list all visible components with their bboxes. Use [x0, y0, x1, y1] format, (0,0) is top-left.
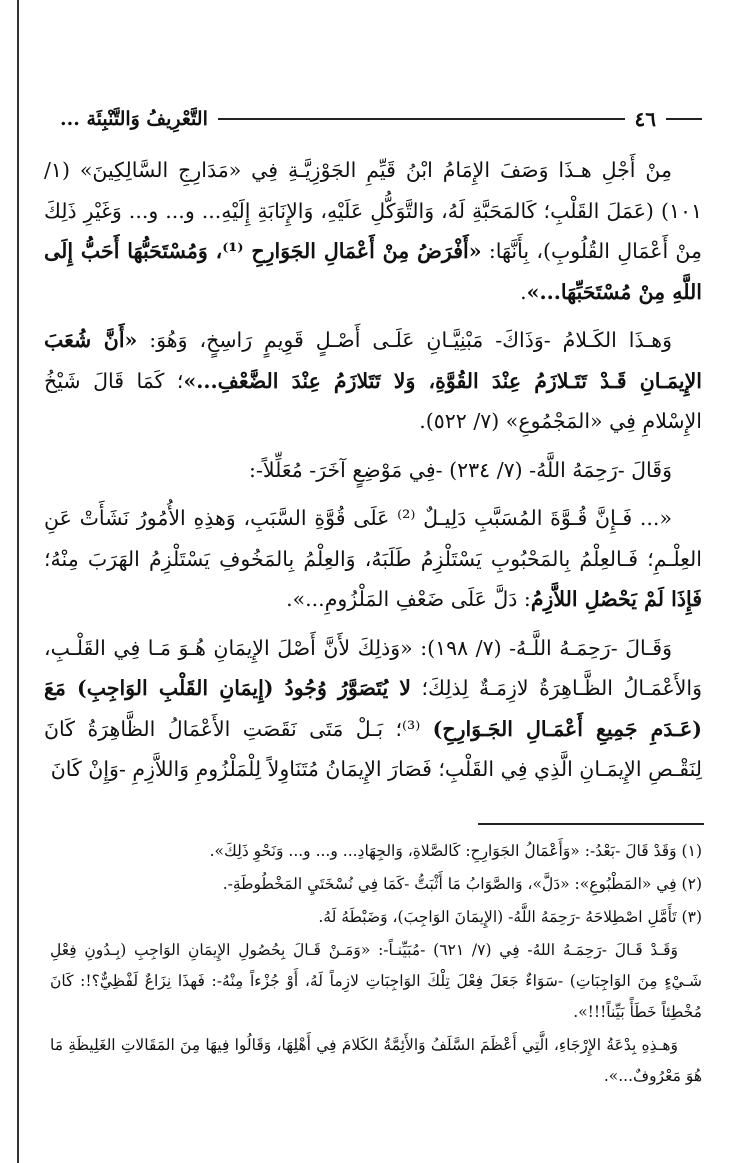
header-rule	[218, 118, 625, 120]
footnote-continuation: وَهـذِهِ بِدْعَةُ الإِرْجَاءِ، الَّتِي أَعْظَمَ السَّلَفُ وَالأَئِمَّةُ الكَلامَ فِي أَهْلِهَا، وَقَالُوا فِيهَا مِنَ المَقَالاتِ الغَلِيظَةِ مَا هُوَ مَعْرُوفٌ...».	[50, 1036, 702, 1085]
paragraph: وَقَـالَ -رَحِمَـهُ اللَّـهُ- (٧/ ١٩٨): «وَذلِكَ لأَنَّ أَصْلَ الإِيمَانِ هُـوَ مَـا فِي القَلْـبِ، وَالأَعْمَـالُ الظَّـاهِرَةُ لازِمَـةٌ لِذلِكَ؛ لا يُتَصَوَّرُ وُجُودُ (إِيمَانِ القَلْبِ الوَاجِبِ) مَعَ (عَـدَمِ جَمِيعِ أَعْمَـالِ الجَـوَارِحِ) ⁽³⁾؛ بَـلْ مَتَى نَقَصَتِ الأَعْمَالُ الظَّاهِرَةُ كَانَ لِنَقْـصِ الإِيمَـانِ الَّذِي فِي القَلْبِ؛ فَصَارَ الإِيمَانُ مُتَنَاوِلاً لِلْمَلْزُومِ وَاللاَّزِمِ -وَإِنْ كَانَ	[44, 635, 702, 781]
footnote: (٣) تَأَمَّلِ اصْطِلاحَهُ -رَحِمَهُ اللَّهُ- (الإِيمَانَ الوَاجِبَ)، وَضَبْطَهُ لَهُ.	[318, 908, 702, 926]
page-number: ٤٦	[634, 107, 656, 131]
footnote: (١) وَقَدْ قَالَ -بَعْدُ-: «وَأَعْمَالُ الجَوَارِحِ: كَالصَّلاةِ، وَالجِهَادِ... و... و... وَنَحْوِ ذَلِكَ».	[209, 842, 702, 860]
paragraph: مِنْ أَجْلِ هـذَا وَصَفَ الإِمَامُ ابْنُ قَيِّمِ الجَوْزِيَّـةِ فِي «مَدَارِجِ السَّالِكِينَ» (١/ ١٠١) (عَمَلَ القَلْبِ؛ كَالمَحَبَّةِ لَهُ، وَالتَّوَكُّلِ عَلَيْهِ، وَالإِنَابَةِ إِلَيْهِ... و... و... وَغَيْرِ ذَلِكَ مِنْ أَعْمَالِ القُلُوبِ)، بِأَنَّهَا: «أَفْرَضُ مِنْ أَعْمَالِ الجَوَارِحِ ⁽¹⁾، وَمُسْتَحَبُّهَا أَحَبُّ إِلَى اللَّهِ مِنْ مُسْتَحَبِّهَا...».	[44, 158, 702, 304]
emphasized-quote: فَإِذَا لَمْ يَحْصُلِ اللاَّزِمُ	[530, 587, 702, 611]
emphasized-quote: «أَفْرَضُ مِنْ أَعْمَالِ الجَوَارِحِ ⁽¹⁾، وَمُسْتَحَبُّهَا أَحَبُّ إِلَى اللَّهِ مِنْ مُسْتَحَبِّهَا...»	[44, 239, 702, 304]
footnote-continuation: وَقَـدْ قَـالَ -رَحِمَـهُ اللهُ- فِي (٧/ ٦٢١) -مُبَيِّنـاً-: «وَمَـنْ قَـالَ بِحُصُولِ الإِيمَانِ الوَاجِبِ (بِـدُونِ فِعْلِ شَـيْءٍ مِنَ الوَاجِبَاتِ) -سَوَاءٌ جَعَلَ فِعْلَ تِلْكَ الوَاجِبَاتِ لازِماً لَهُ، أَوْ جُزْءاً مِنْهُ-: فَهذَا نِزَاعٌ لَفْظِيٌّ؟!: كَانَ مُخْطِئاً خَطَأً بَيِّناً!!!».	[50, 941, 702, 1021]
emphasized-quote: لا يُتَصَوَّرُ وُجُودُ (إِيمَانِ القَلْبِ الوَاجِبِ) مَعَ (عَـدَمِ جَمِيعِ أَعْمَـالِ الجَـوَارِحِ)	[44, 676, 702, 741]
footnote: (٢) فِي «المَطْبُوعِ»: «دَلَّ»، وَالصَّوَابُ مَا أَثْبَتُّ -كَمَا فِي نُسْخَتَيِ المَخْطُوطَةِ-.	[222, 875, 702, 893]
page-header	[60, 102, 702, 136]
paragraph: وَقَالَ -رَحِمَهُ اللَّهُ- (٧/ ٢٣٤) -فِي مَوْضِعٍ آخَرَ- مُعَلِّلاً-:	[249, 457, 672, 482]
footnotes	[50, 836, 702, 1094]
page-edge-rule	[17, 0, 19, 1163]
emphasized-quote: «أَنَّ شُعَبَ الإِيمَـانِ قَـدْ تَتَـلازَمُ عِنْدَ القُوَّةِ، وَلا تَتَلازَمُ عِنْدَ الضَّعْفِ...»	[44, 328, 702, 393]
footnote-separator	[478, 823, 704, 825]
paragraph: وَهـذَا الكَـلامُ -وَذَاكَ- مَبْنِيَّـانِ عَلَـى أَصْـلٍ قَوِيمٍ رَاسِخٍ، وَهُوَ: «أَنَّ شُعَبَ الإِيمَـانِ قَـدْ تَتَـلازَمُ عِنْدَ القُوَّةِ، وَلا تَتَلازَمُ عِنْدَ الضَّعْفِ...»؛ كَمَا قَالَ شَيْخُ الإِسْلامِ فِي «المَجْمُوعِ» (٧/ ٥٢٢).	[44, 328, 702, 433]
paragraph: «... فَـإِنَّ قُـوَّةَ المُسَبَّبِ دَلِيـلٌ ⁽²⁾ عَلَى قُوَّةِ السَّبَبِ، وَهذِهِ الأُمُورُ نَشَأَتْ عَنِ العِلْـمِ؛ فَـالعِلْمُ بِالمَحْبُوبِ يَسْتَلْزِمُ طَلَبَهُ، وَالعِلْمُ بِالمَخُوفِ يَسْتَلْزِمُ الهَرَبَ مِنْهُ؛ فَإِذَا لَمْ يَحْصُلِ اللاَّزِمُ: دَلَّ عَلَى ضَعْفِ المَلْزُومِ...».	[44, 506, 702, 611]
main-text	[44, 150, 702, 798]
header-rule-short	[666, 118, 702, 120]
running-title: التَّعْرِيفُ وَالتَّنْبِئَة ...	[60, 108, 208, 130]
